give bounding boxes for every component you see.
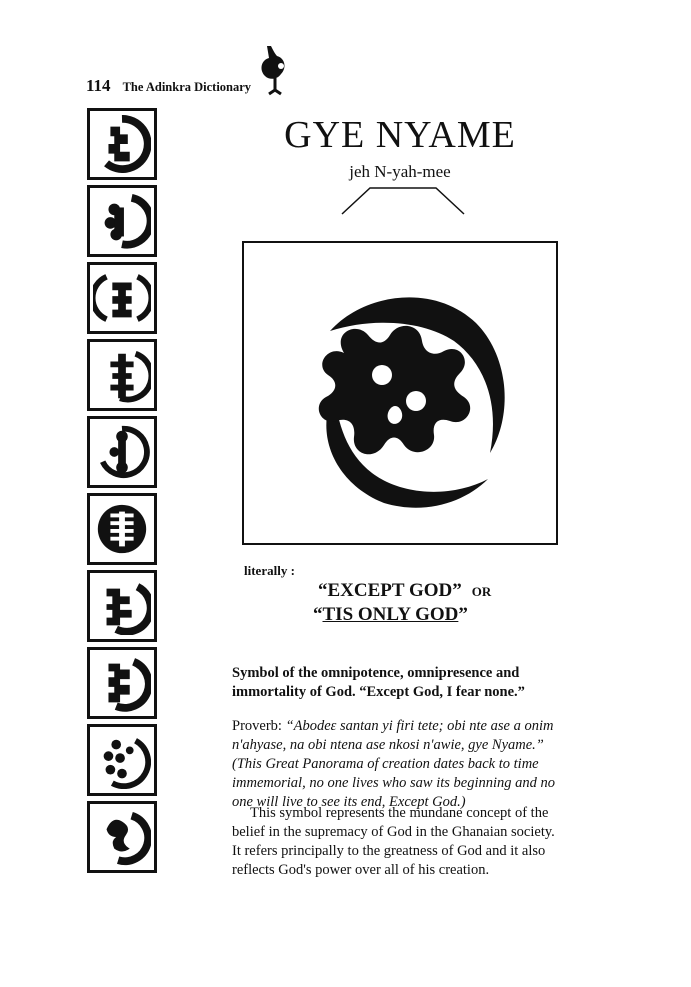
adinkra-variant-10-icon <box>93 808 151 866</box>
explanation-paragraph: This symbol represents the mundane concept of the belief in the supremacy of God in the Ghanaian society. It refers principally to the greatness of God and it also reflects God's power over all of his creation. <box>232 805 555 878</box>
meaning-open-quote: “ <box>313 604 323 625</box>
adinkra-tile <box>87 801 157 873</box>
adinkra-tile <box>87 724 157 796</box>
adinkra-tile <box>87 108 157 180</box>
adinkra-tile <box>87 262 157 334</box>
adinkra-variant-2-icon <box>93 192 151 250</box>
adinkra-variant-7-icon <box>93 577 151 635</box>
proverb-quote: “Abodeɛ santan yi firi tete; obi nte ase a onim n'ahyase, na obi ntena ase nkosi n'awie, gye Nyame.” (This Great Panorama of creation dates back to time immemorial, no one lives who saw its beginning and no one will live to see its end, Except God.) <box>232 718 556 810</box>
entry-title: GYE NYAME <box>284 114 516 156</box>
proverb-paragraph <box>232 717 562 812</box>
proverb-label: Proverb: <box>232 718 286 734</box>
adinkra-variant-8-icon <box>93 654 151 712</box>
adinkra-variant-5-icon <box>93 423 151 481</box>
tone-accent-icon <box>340 186 466 216</box>
book-title: The Adinkra Dictionary <box>122 80 252 94</box>
meaning-except-god: “EXCEPT GOD” <box>318 580 462 601</box>
symbol-description: Symbol of the omnipotence, omnipresence and immortality of God. “Except God, I fear none.” <box>232 665 525 700</box>
adinkra-variant-4-icon <box>93 346 151 404</box>
meaning-close-quote: ” <box>458 604 468 625</box>
main-symbol-frame <box>242 241 558 545</box>
adinkra-variant-6-icon <box>93 500 151 558</box>
adinkra-variant-9-icon <box>93 731 151 789</box>
adinkra-sidebar-strip <box>87 108 163 878</box>
literally-label: literally : <box>244 563 295 578</box>
adinkra-tile <box>87 416 157 488</box>
sankofa-bird-icon <box>253 44 297 98</box>
gye-nyame-symbol <box>294 283 514 513</box>
page-number: 114 <box>86 76 111 95</box>
meaning-tis-only-god: TIS ONLY GOD <box>322 604 459 625</box>
pronunciation: jeh N-yah-mee <box>349 162 451 181</box>
meaning-line-2 <box>313 604 468 626</box>
adinkra-tile <box>87 339 157 411</box>
adinkra-tile <box>87 570 157 642</box>
adinkra-tile <box>87 185 157 257</box>
adinkra-variant-1-icon <box>93 115 151 173</box>
page-header <box>86 76 251 96</box>
adinkra-tile <box>87 493 157 565</box>
or-word: OR <box>471 584 492 599</box>
adinkra-tile <box>87 647 157 719</box>
adinkra-variant-3-icon <box>93 269 151 327</box>
meaning-line-1 <box>318 580 491 602</box>
